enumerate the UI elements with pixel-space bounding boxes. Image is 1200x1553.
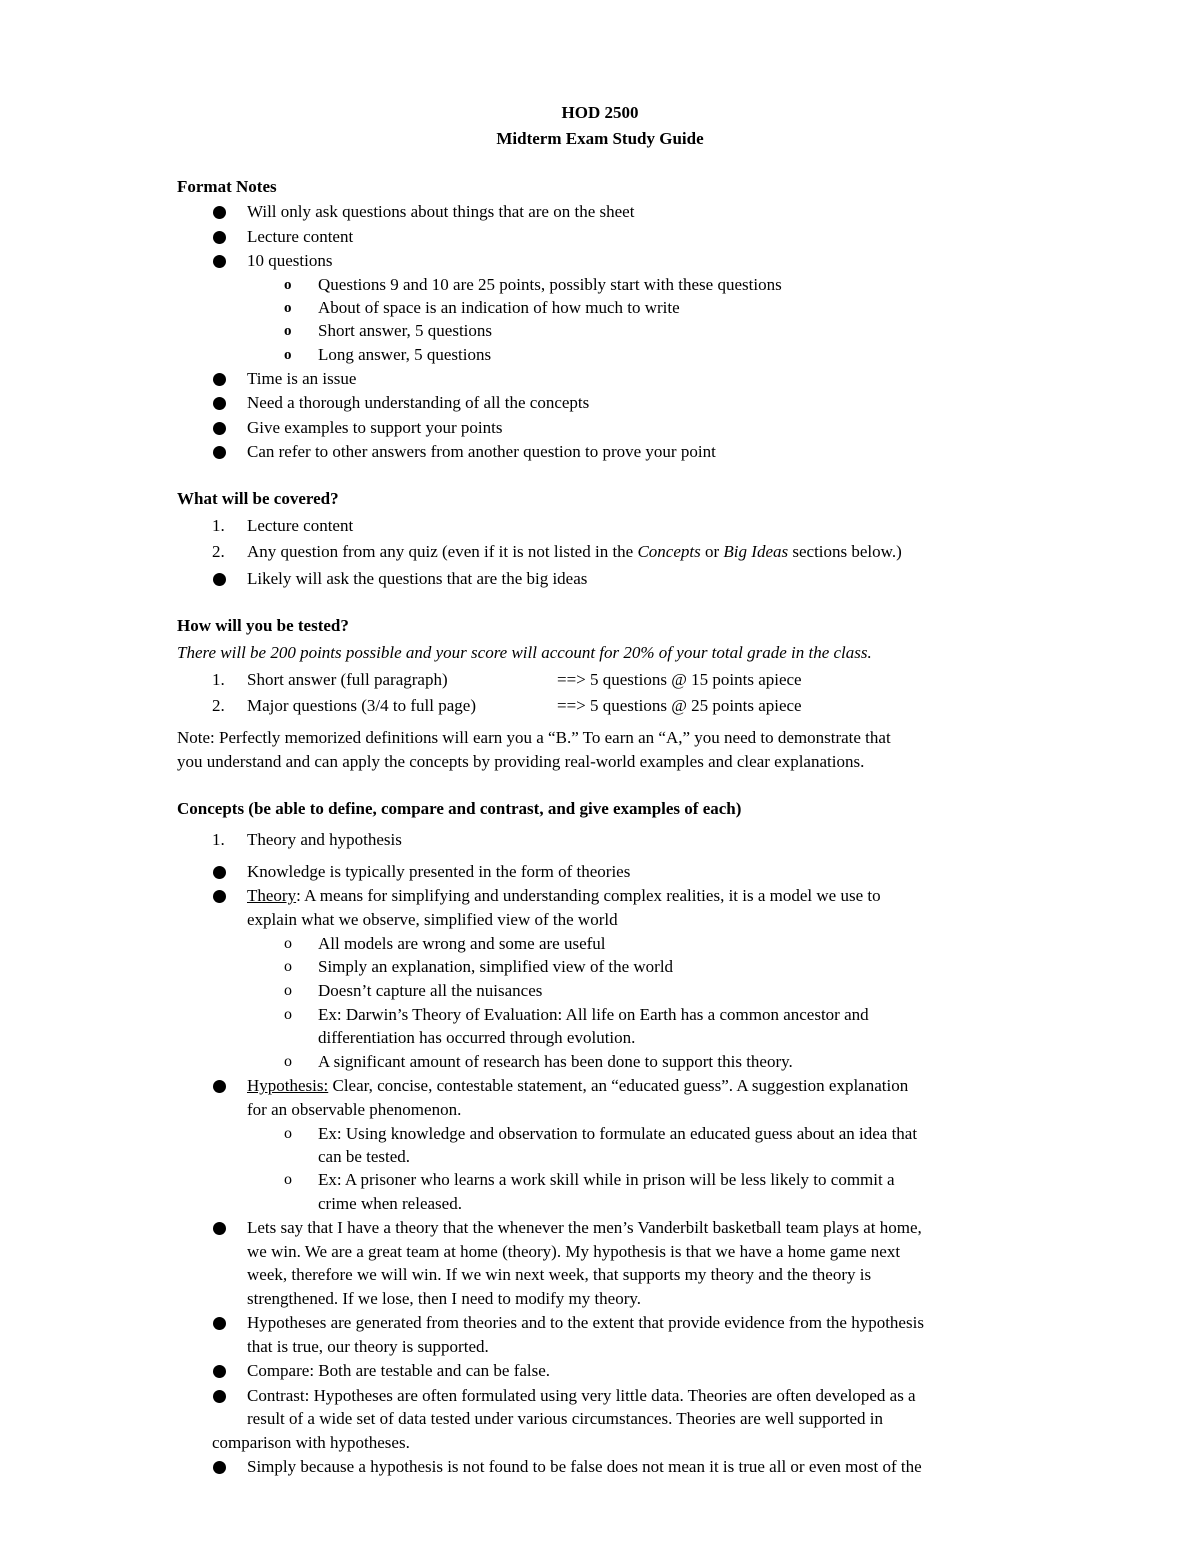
- bullet-icon: [213, 1461, 226, 1474]
- format-subitem: Short answer, 5 questions: [318, 321, 493, 340]
- tested-note: Note: Perfectly memorized definitions will earn you a “B.” To earn an “A,” you need to demonstrate that: [177, 728, 891, 747]
- hypothesis-definition: Hypothesis: Clear, concise, contestable statement, an “educated guess”. A suggestion explanation: [247, 1076, 909, 1095]
- compare-bullet: Compare: Both are testable and can be false.: [247, 1361, 551, 1380]
- sub-bullet-icon: o: [284, 323, 292, 339]
- example-paragraph: strengthened. If we lose, then I need to modify my theory.: [247, 1289, 642, 1308]
- concept-bullet: Simply because a hypothesis is not found to be false does not mean it is true all or even most of the: [247, 1457, 922, 1476]
- format-item: Can refer to other answers from another question to prove your point: [247, 442, 716, 461]
- concept-bullet: that is true, our theory is supported.: [247, 1337, 489, 1356]
- sub-bullet-icon: o: [284, 982, 292, 999]
- hypothesis-subitem: crime when released.: [318, 1194, 462, 1213]
- bullet-icon: [213, 890, 226, 903]
- concept-bullet: Knowledge is typically presented in the form of theories: [247, 862, 631, 881]
- doc-subtitle: Midterm Exam Study Guide: [496, 129, 704, 148]
- covered-item: Likely will ask the questions that are the big ideas: [247, 569, 588, 588]
- hypothesis-subitem: can be tested.: [318, 1147, 411, 1166]
- bullet-icon: [213, 422, 226, 435]
- tested-item-value: ==> 5 questions @ 25 points apiece: [557, 696, 802, 715]
- format-subitem: Questions 9 and 10 are 25 points, possibly start with these questions: [318, 275, 782, 294]
- concepts-heading: Concepts (be able to define, compare and contrast, and give examples of each): [177, 799, 742, 818]
- concept-bullet: Hypotheses are generated from theories and to the extent that provide evidence from the hypothesis: [247, 1313, 924, 1332]
- bullet-icon: [213, 1222, 226, 1235]
- bullet-icon: [213, 573, 226, 586]
- theory-subitem: Doesn’t capture all the nuisances: [318, 981, 543, 1000]
- covered-heading: What will be covered?: [177, 489, 339, 508]
- theory-subitem: Simply an explanation, simplified view of the world: [318, 957, 674, 976]
- example-paragraph: we win. We are a great team at home (theory). My hypothesis is that we have a home game next: [247, 1242, 901, 1261]
- format-item: 10 questions: [247, 251, 333, 270]
- format-item: Will only ask questions about things that are on the sheet: [247, 202, 635, 221]
- theory-subitem: A significant amount of research has been done to support this theory.: [318, 1052, 793, 1071]
- sub-bullet-icon: o: [284, 300, 292, 316]
- tested-item-label: Short answer (full paragraph): [247, 670, 448, 689]
- tested-item-label: Major questions (3/4 to full page): [247, 696, 476, 715]
- list-number: 2.: [212, 542, 225, 561]
- bullet-icon: [213, 1080, 226, 1093]
- theory-subitem: All models are wrong and some are useful: [318, 934, 606, 953]
- bullet-icon: [213, 1390, 226, 1403]
- bullet-icon: [213, 373, 226, 386]
- bullet-icon: [213, 1365, 226, 1378]
- format-subitem: Long answer, 5 questions: [318, 345, 492, 364]
- tested-item-value: ==> 5 questions @ 15 points apiece: [557, 670, 802, 689]
- sub-bullet-icon: o: [284, 277, 292, 293]
- sub-bullet-icon: o: [284, 1125, 292, 1142]
- bullet-icon: [213, 231, 226, 244]
- covered-item: Lecture content: [247, 516, 354, 535]
- bullet-icon: [213, 206, 226, 219]
- list-number: 2.: [212, 696, 225, 715]
- example-paragraph: Lets say that I have a theory that the whenever the men’s Vanderbilt basketball team plays at home,: [247, 1218, 922, 1237]
- sub-bullet-icon: o: [284, 1006, 292, 1023]
- contrast-bullet: result of a wide set of data tested under various circumstances. Theories are well supported in: [247, 1409, 884, 1428]
- hypothesis-definition: for an observable phenomenon.: [247, 1100, 462, 1119]
- doc-title: HOD 2500: [561, 103, 639, 122]
- example-paragraph: week, therefore we will win. If we win next week, that supports my theory and the theory is: [247, 1265, 872, 1284]
- sub-bullet-icon: o: [284, 347, 292, 363]
- concept-item: Theory and hypothesis: [247, 830, 402, 849]
- contrast-bullet: comparison with hypotheses.: [212, 1433, 410, 1452]
- format-item: Time is an issue: [247, 369, 357, 388]
- theory-definition: explain what we observe, simplified view of the world: [247, 910, 618, 929]
- bullet-icon: [213, 446, 226, 459]
- bullet-icon: [213, 866, 226, 879]
- theory-subitem: Ex: Darwin’s Theory of Evaluation: All life on Earth has a common ancestor and: [318, 1005, 869, 1024]
- format-heading: Format Notes: [177, 177, 277, 196]
- theory-subitem: differentiation has occurred through evolution.: [318, 1028, 636, 1047]
- sub-bullet-icon: o: [284, 1171, 292, 1188]
- tested-note: you understand and can apply the concepts by providing real-world examples and clear explanations.: [177, 752, 865, 771]
- bullet-icon: [213, 1317, 226, 1330]
- hypothesis-subitem: Ex: A prisoner who learns a work skill while in prison will be less likely to commit a: [318, 1170, 895, 1189]
- hypothesis-subitem: Ex: Using knowledge and observation to formulate an educated guess about an idea that: [318, 1124, 918, 1143]
- bullet-icon: [213, 255, 226, 268]
- covered-item: Any question from any quiz (even if it is not listed in the Concepts or Big Ideas sections below.): [247, 542, 902, 561]
- bullet-icon: [213, 397, 226, 410]
- format-item: Need a thorough understanding of all the concepts: [247, 393, 590, 412]
- theory-definition: Theory: A means for simplifying and understanding complex realities, it is a model we use to: [247, 886, 881, 905]
- list-number: 1.: [212, 830, 225, 849]
- sub-bullet-icon: o: [284, 935, 292, 952]
- list-number: 1.: [212, 670, 225, 689]
- tested-intro: There will be 200 points possible and your score will account for 20% of your total grade in the class.: [177, 643, 872, 662]
- sub-bullet-icon: o: [284, 958, 292, 975]
- list-number: 1.: [212, 516, 225, 535]
- tested-heading: How will you be tested?: [177, 616, 349, 635]
- contrast-bullet: Contrast: Hypotheses are often formulated using very little data. Theories are often developed as a: [247, 1386, 916, 1405]
- format-item: Give examples to support your points: [247, 418, 503, 437]
- format-item: Lecture content: [247, 227, 354, 246]
- sub-bullet-icon: o: [284, 1053, 292, 1070]
- format-subitem: About of space is an indication of how much to write: [318, 298, 680, 317]
